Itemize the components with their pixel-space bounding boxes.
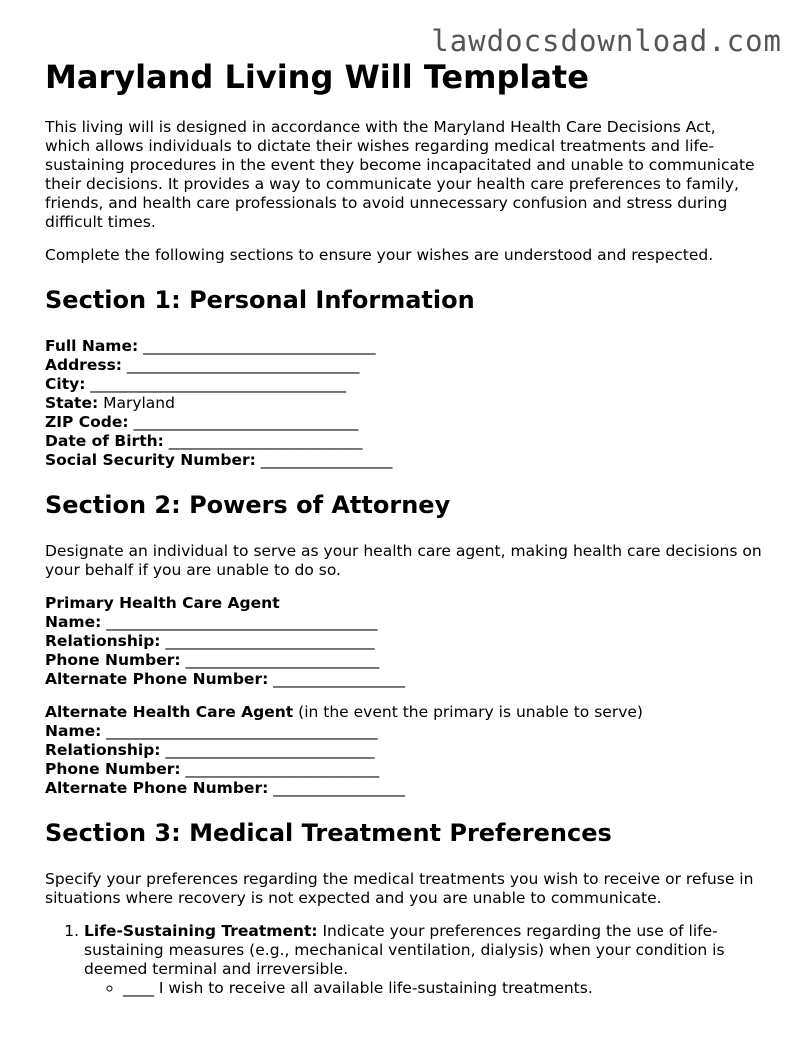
intro-paragraph: This living will is designed in accordance with the Maryland Health Care Decisions Act, which allows individuals to dictate their wishes regarding medical treatments and life-sustaining procedures in the event they become incapacitated and unable to communicate their decisions. It provides a way to communicate your health care preferences to family, friends, and health care professionals to avoid unnecessary confusion and stress during difficult times. bbox=[45, 118, 755, 231]
instructions-paragraph: Complete the following sections to ensure your wishes are understood and respected. bbox=[45, 246, 714, 264]
field-ssn[interactable]: Social Security Number: _________________ bbox=[45, 451, 393, 469]
alternate-agent-relationship[interactable]: Relationship: ___________________________ bbox=[45, 741, 375, 759]
primary-agent-alt-phone[interactable]: Alternate Phone Number: _________________ bbox=[45, 670, 405, 688]
option-list bbox=[84, 979, 765, 998]
alternate-agent-fields bbox=[45, 703, 765, 798]
primary-agent-relationship[interactable]: Relationship: ___________________________ bbox=[45, 632, 375, 650]
document-page bbox=[45, 58, 765, 998]
field-city[interactable]: City: _________________________________ bbox=[45, 375, 347, 393]
section-3-heading: Section 3: Medical Treatment Preferences bbox=[45, 819, 612, 847]
section-2-heading: Section 2: Powers of Attorney bbox=[45, 491, 451, 519]
primary-agent-phone[interactable]: Phone Number: _________________________ bbox=[45, 651, 380, 669]
field-date-of-birth[interactable]: Date of Birth: _________________________ bbox=[45, 432, 363, 450]
alternate-agent-phone[interactable]: Phone Number: _________________________ bbox=[45, 760, 380, 778]
page-title: Maryland Living Will Template bbox=[45, 58, 589, 96]
primary-agent-name[interactable]: Name: ___________________________________ bbox=[45, 613, 378, 631]
option-receive-all-treatments[interactable]: ◦ ____ I wish to receive all available life-sustaining treatments. bbox=[123, 979, 765, 998]
field-full-name[interactable]: Full Name: ______________________________ bbox=[45, 337, 376, 355]
list-item-text: Indicate your preferences regarding the use of life-sustaining measures (e.g., mechanical ventilation, dialysis) when your condition is deemed terminal and irreversible. bbox=[84, 922, 725, 978]
field-zip-code[interactable]: ZIP Code: _____________________________ bbox=[45, 413, 359, 431]
treatment-preferences-list bbox=[45, 922, 765, 998]
personal-info-fields bbox=[45, 337, 765, 470]
section-2-description: Designate an individual to serve as your health care agent, making health care decisions on your behalf if you are unable to do so. bbox=[45, 542, 762, 579]
primary-agent-fields bbox=[45, 594, 765, 689]
watermark: lawdocsdownload.com bbox=[431, 24, 782, 58]
section-1-heading: Section 1: Personal Information bbox=[45, 286, 475, 314]
list-item-title: Life-Sustaining Treatment: bbox=[84, 922, 318, 940]
alternate-agent-name[interactable]: Name: ___________________________________ bbox=[45, 722, 378, 740]
section-3-description: Specify your preferences regarding the medical treatments you wish to receive or refuse in situations where recovery is not expected and you are unable to communicate. bbox=[45, 870, 754, 907]
field-address[interactable]: Address: ______________________________ bbox=[45, 356, 360, 374]
primary-agent-title: Primary Health Care Agent bbox=[45, 594, 280, 612]
alternate-agent-title: Alternate Health Care Agent (in the event the primary is unable to serve) bbox=[45, 703, 643, 721]
alternate-agent-alt-phone[interactable]: Alternate Phone Number: _________________ bbox=[45, 779, 405, 797]
field-state: State: Maryland bbox=[45, 394, 175, 412]
list-item bbox=[84, 922, 765, 998]
